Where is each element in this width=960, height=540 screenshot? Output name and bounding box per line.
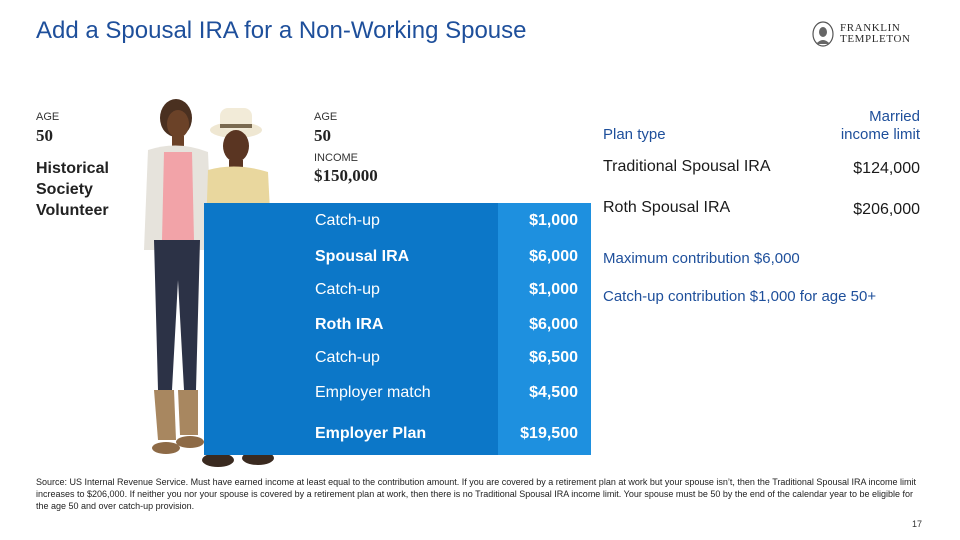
spouse-occupation: Historical Society Volunteer	[36, 160, 109, 219]
income-limit-cell: $124,000	[853, 160, 920, 177]
contribution-label: Spousal IRA	[315, 248, 410, 265]
source-footnote: Source: US Internal Revenue Service. Must have earned income at least equal to the contribution amount. If you are covered by a retirement plan at work but your spouse isn’t, then the Traditional Spousal IRA income limit increases to $206,000. If neither you nor your spouse is covered by a retirement plan at work, then there is no Traditional Spousal IRA income limit. Your spouse must be 50 by the end of the calendar year to be eligible for the age 50 and over catch-up provision.	[36, 477, 916, 511]
catchup-contribution-note: Catch-up contribution $1,000 for age 50+	[603, 288, 877, 305]
contribution-value: $6,500	[529, 349, 578, 366]
worker-income-label: INCOME	[314, 152, 358, 164]
contribution-value: $4,500	[529, 384, 578, 401]
worker-age: 50	[314, 126, 331, 145]
spouse-age-label: AGE	[36, 111, 60, 123]
plan-type-cell: Traditional Spousal IRA	[603, 158, 771, 175]
franklin-templeton-logo	[812, 20, 924, 48]
contribution-label: Employer Plan	[315, 425, 427, 442]
max-contribution-note: Maximum contribution $6,000	[603, 250, 800, 267]
income-limit-header-line-1: Married	[869, 108, 920, 125]
plan-type-cell: Roth Spousal IRA	[603, 199, 731, 216]
contribution-value: $1,000	[529, 281, 578, 298]
contribution-label: Catch-up	[315, 349, 380, 366]
woman-figure	[144, 99, 212, 454]
worker-income: $150,000	[314, 166, 378, 185]
contribution-label: Employer match	[315, 384, 431, 401]
contribution-value: $1,000	[529, 212, 578, 229]
plan-type-header: Plan type	[603, 126, 666, 143]
worker-age-label: AGE	[314, 111, 338, 123]
income-limit-header	[800, 108, 920, 144]
logo-line-2: TEMPLETON	[840, 33, 911, 45]
income-limit-header-line-2: income limit	[840, 126, 920, 143]
logo-portrait-icon	[812, 21, 834, 47]
income-limit-cell: $206,000	[853, 201, 920, 218]
contribution-label: Catch-up	[315, 281, 380, 298]
logo-line-1: FRANKLIN	[840, 22, 901, 34]
contribution-label: Roth IRA	[315, 316, 384, 333]
page-number: 17	[911, 519, 922, 529]
contribution-value: $19,500	[520, 425, 578, 442]
page-title: Add a Spousal IRA for a Non-Working Spouse	[36, 17, 527, 44]
logo-wordmark	[840, 23, 911, 45]
contribution-label: Catch-up	[315, 212, 380, 229]
spouse-age: 50	[36, 126, 53, 145]
contribution-value: $6,000	[529, 316, 578, 333]
contribution-value: $6,000	[529, 248, 578, 265]
